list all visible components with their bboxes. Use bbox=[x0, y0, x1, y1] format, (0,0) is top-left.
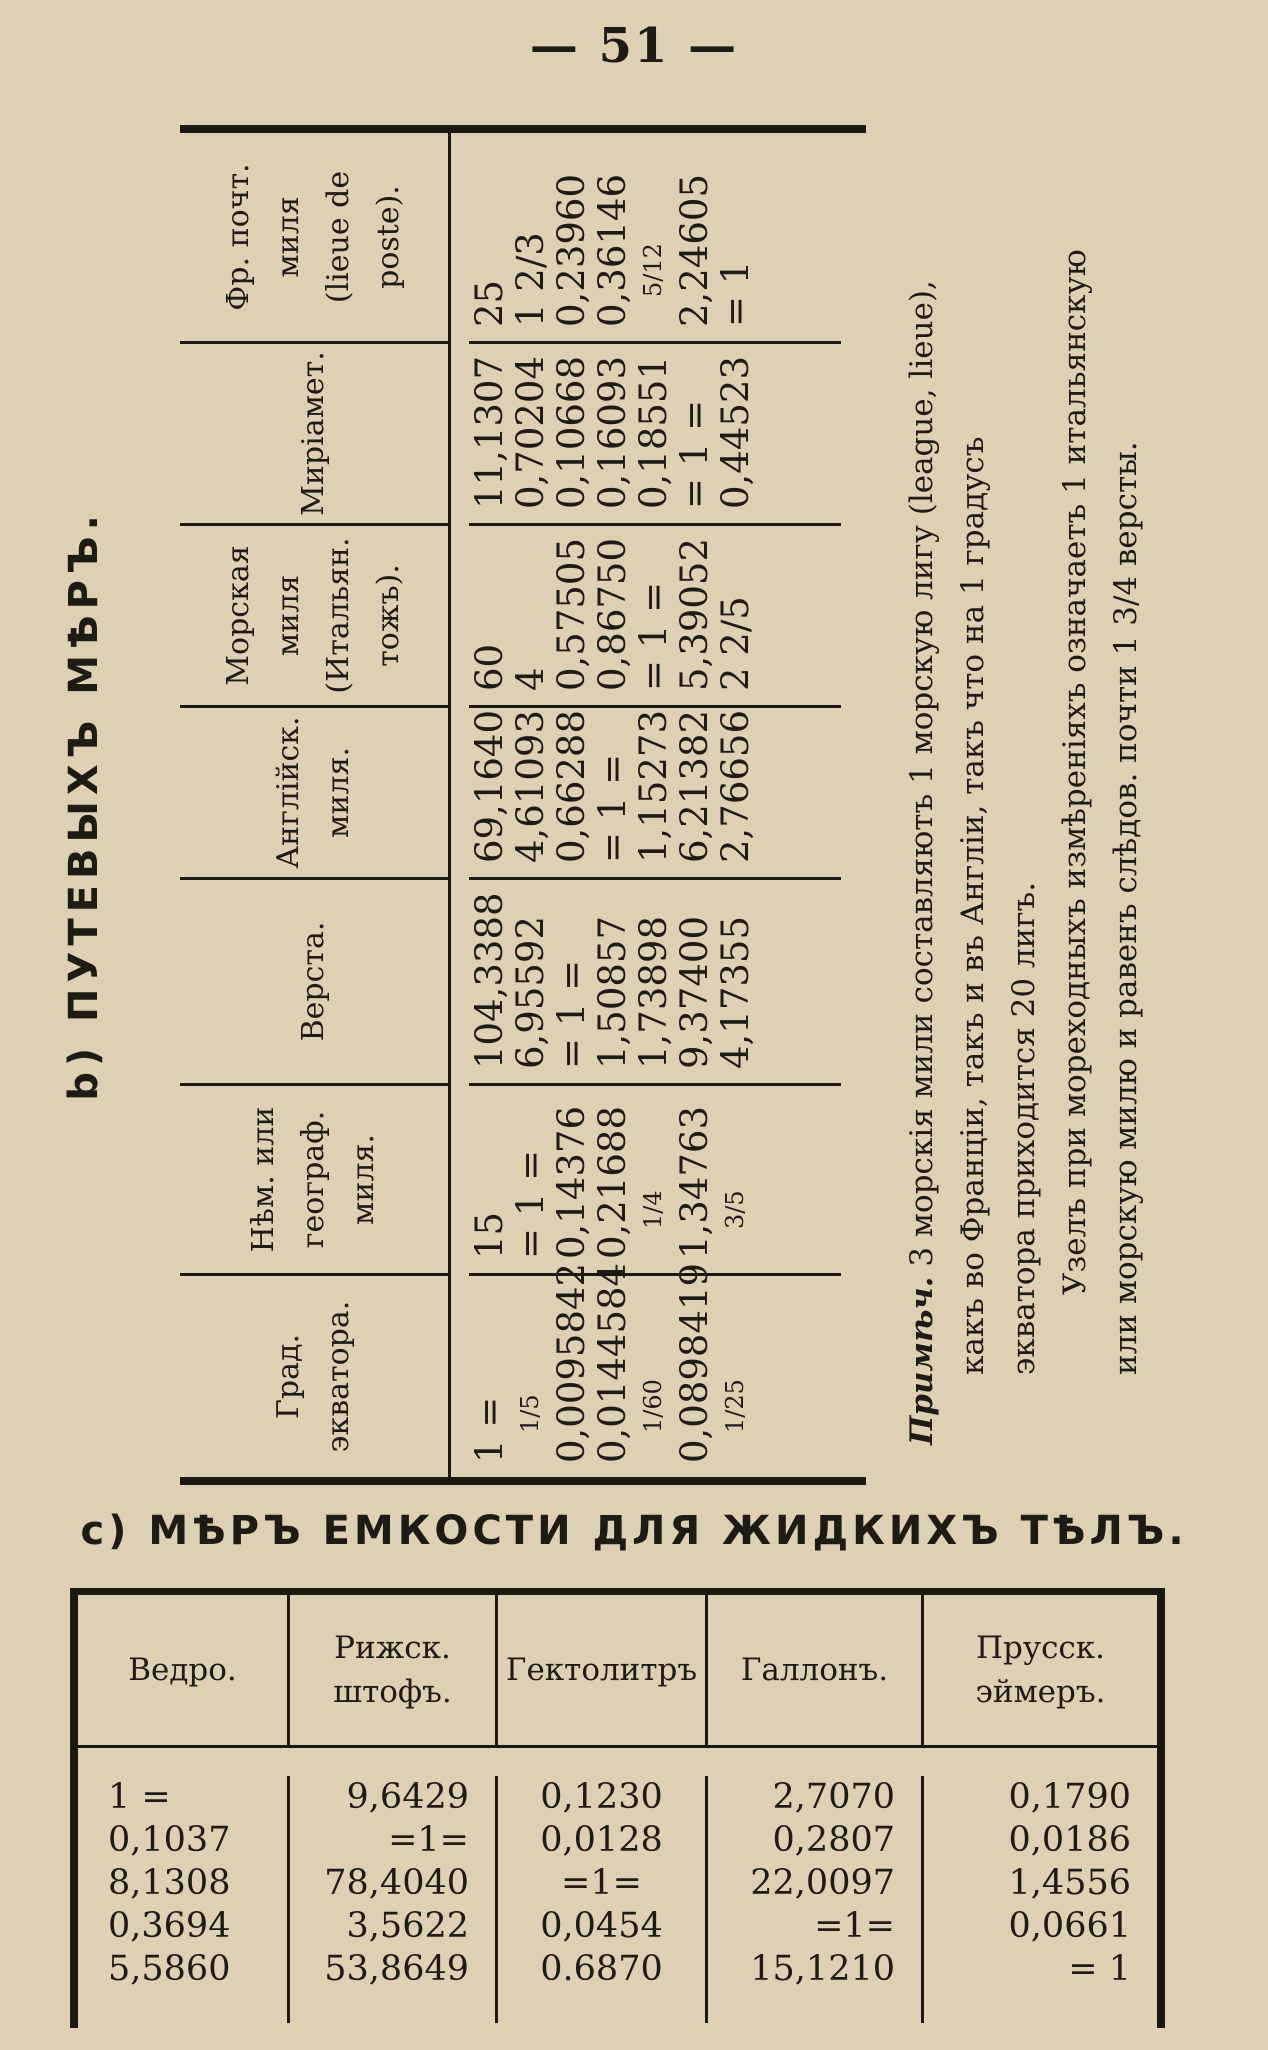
data-column: 2,7070 0,2807 22,0097 =1= 15,1210 bbox=[708, 1776, 924, 2023]
data-column: 1 = 0,1037 8,1308 0,3694 5,5860 bbox=[78, 1776, 290, 2023]
header-cell: Нѣм. или географ. миля. bbox=[180, 1083, 448, 1273]
table-body bbox=[451, 133, 841, 1477]
header-cell: Град. экватора. bbox=[180, 1273, 448, 1477]
data-column: 11,1307 0,70204 0,10668 0,16093 0,18551 = 1 = 0,44523 bbox=[469, 341, 841, 523]
header-cell: Прусск. эймеръ. bbox=[975, 1630, 1106, 1710]
note-line: экватора приходится 20 лигъ. bbox=[1006, 881, 1042, 1375]
data-column: 25 1 2/3 0,23960 0,36146 5/12 2,24605 = 1 bbox=[468, 173, 757, 327]
header-cell: Миріамет. bbox=[180, 341, 448, 523]
data-column: 9,6429 =1= 78,4040 3,5622 53,8649 bbox=[290, 1776, 498, 2023]
liquid-capacity-table bbox=[70, 1588, 1165, 2028]
note-line: Узелъ при мореходныхъ измѣреніяхъ означаетъ 1 итальянскую bbox=[1057, 249, 1093, 1295]
note-line: Примѣч. 3 морскія мили составляютъ 1 морскую лигу (league, lieue), bbox=[904, 280, 940, 1445]
page-number: — 51 — bbox=[529, 18, 739, 74]
note-line: какъ во Франціи, такъ и въ Англіи, такъ что на 1 градусъ bbox=[955, 436, 991, 1375]
data-column: 104,3388 6,95592 = 1 = 1,50857 1,73898 9,37400 4,17355 bbox=[469, 877, 841, 1083]
data-column: 60 4 0,57505 0,86750 = 1 = 5,39052 2 2/5 bbox=[469, 523, 841, 705]
data-column: 0,1790 0,0186 1,4556 0,0661 = 1 bbox=[1008, 1777, 1131, 1989]
section-b-title: b) ПУТЕВЫХЪ МѢРЪ. bbox=[61, 509, 107, 1101]
header-cell: Ведро. bbox=[78, 1595, 290, 1745]
data-column: 69,1640 4,61093 0,66288 = 1 = 1,15273 6,21382 2,76656 bbox=[469, 705, 841, 877]
header-cell: Верста. bbox=[180, 877, 448, 1083]
data-column: 0,1230 0,0128 =1= 0,0454 0.6870 bbox=[498, 1776, 708, 2023]
travel-measures-section bbox=[55, 125, 1144, 1485]
data-column: 1 = 1/5 0,0095842 0,0144584 1/60 0,0898419 1/25 bbox=[469, 1273, 841, 1477]
header-cell: Галлонъ. bbox=[708, 1595, 924, 1745]
section-b-notes bbox=[897, 135, 1152, 1445]
table-header-row bbox=[78, 1595, 1157, 1748]
header-cell: Гектолитръ bbox=[498, 1595, 708, 1745]
section-c-title: с) МѢРЪ ЕМКОСТИ ДЛЯ ЖИДКИХЪ ТѢЛЪ. bbox=[80, 1508, 1188, 1554]
header-cell: Англійск. миля. bbox=[180, 705, 448, 877]
note-line: или морскую милю и равенъ слѣдов. почти 1 3/4 версты. bbox=[1108, 441, 1144, 1375]
table-body bbox=[78, 1748, 1157, 2023]
table-header-row bbox=[180, 133, 451, 1477]
data-column: 15 = 1 = 0,14376 0,21688 1/4 1,34763 3/5 bbox=[469, 1083, 841, 1273]
header-cell: Фр. почт. миля (lieue de poste). bbox=[221, 163, 406, 311]
header-cell: Рижск. штофъ. bbox=[290, 1595, 498, 1745]
travel-measures-table bbox=[180, 125, 866, 1485]
header-cell: Морская миля (Итальян. тожъ). bbox=[180, 523, 448, 705]
